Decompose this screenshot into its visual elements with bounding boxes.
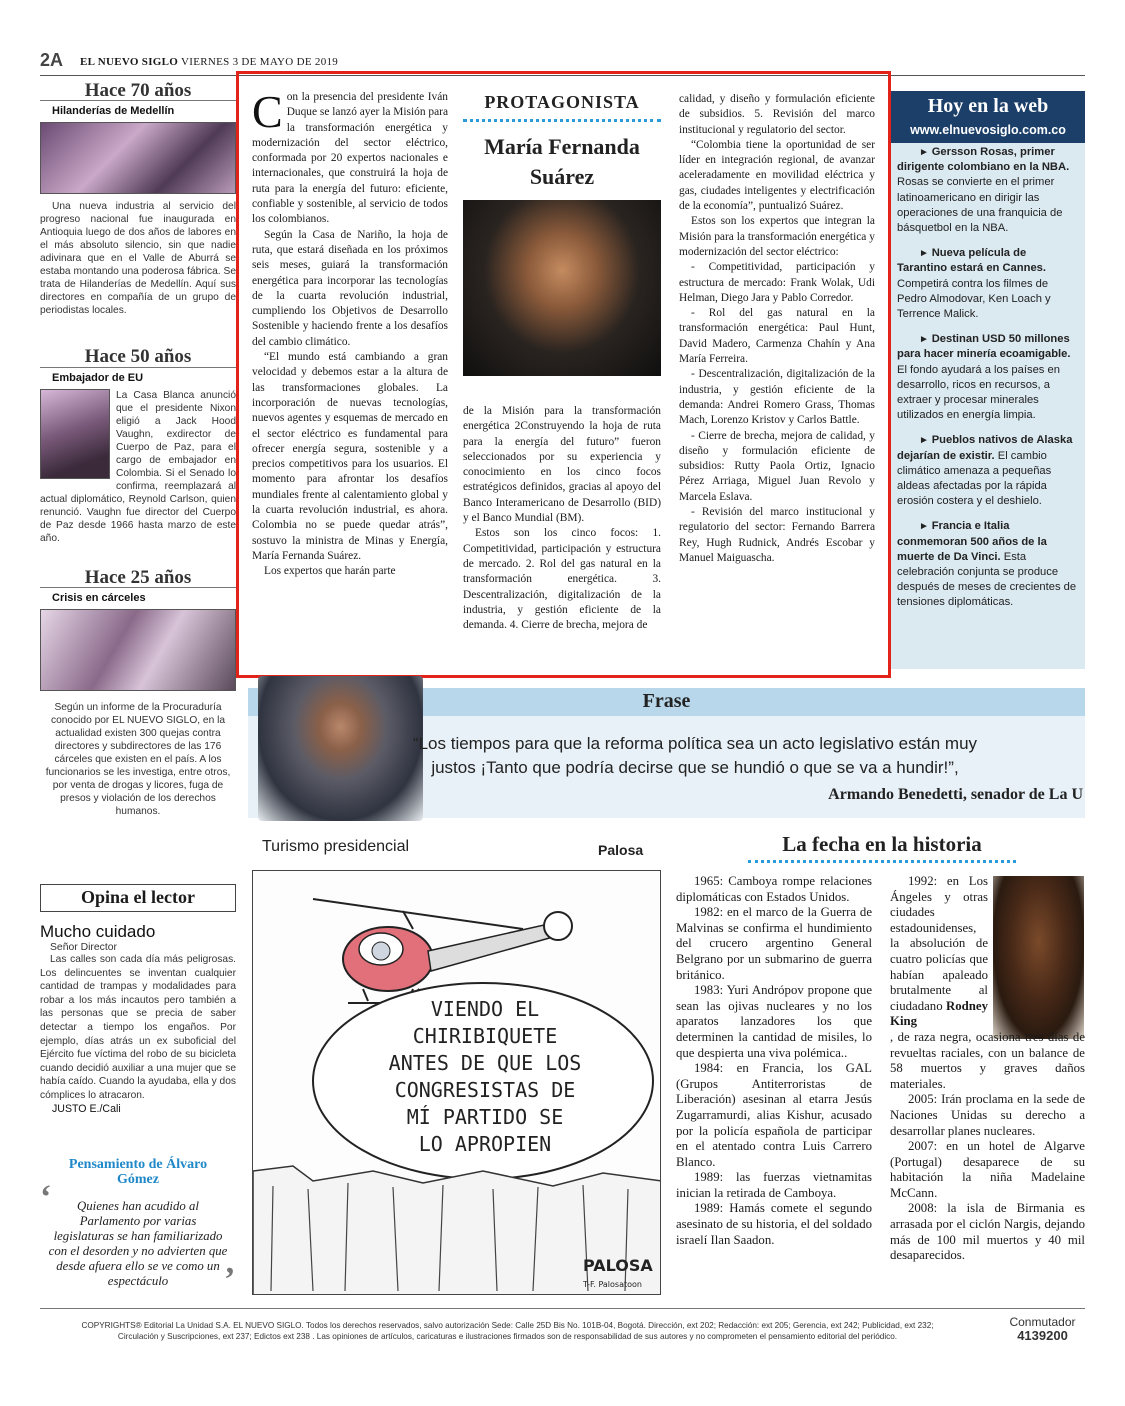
hace25-subtitle: Crisis en cárceles — [52, 592, 146, 605]
article-p2: Según la Casa de Nariño, la hoja de ruta, que estará diseñada en los próximos seis meses, guiará la transformación energética para incorporar las tecnologías de la cuarta revolución industrial, cumpliendo los Objetivos de Desarrollo Sostenible y haciendo frente a los desafíos del cambio climático. — [252, 228, 448, 348]
triangle-right-icon: ► — [919, 521, 932, 533]
hace50-text: La Casa Blanca anunció que el presidente Nixon eligió a Jack Hood Vaughn, exdirector de Cuerpo de Paz, para el cargo de embajador en Colombia. Si el Senado lo confirma, reemplazará al actual diplomático, Reynold Carlson, quien renunció. Vaughn fue director del Cuerpo de Paz desde 1966 hasta marzo de este año. — [40, 389, 236, 544]
pensamiento-title: Pensamiento de Álvaro Gómez — [68, 1157, 208, 1187]
senator-photo — [258, 676, 423, 821]
fecha-1992-cont: , de raza negra, ocasiona tres días de revueltas raciales, con un balance de 58 muertos y graves daños materiales. — [890, 1029, 1085, 1091]
hace70-text: Una nueva industria al servicio del progreso nacional fue inaugurada en Antioquia luego de dos años de labores en el más absoluto silencio, sin que nadie adivinara que en el Valle de Aburrá se estaba montando una poderosa fábrica. Se trata de Hilanderías de Medellín. Aquí sus directores en compañía de un grupo de periodistas locales. — [40, 201, 236, 317]
frase-author: Armando Benedetti, senador de La U — [828, 786, 1083, 803]
web-item[interactable] — [891, 519, 1085, 610]
balloon-line: VIENDO EL — [430, 997, 540, 1021]
balloon-line: ANTES DE QUE LOS — [388, 1051, 582, 1075]
article-col3-p2: “Colombia tiene la oportunidad de ser líder en integración regional, de avanzar aceleradamente en movilidad eléctrica y gas, ciudades inteligentes y electrificación de la economía”, puntualizó Suárez. — [679, 138, 875, 213]
web-item-text: Competirá contra los filmes de Pedro Almodovar, Ken Loach y Terrence Malick. — [897, 277, 1051, 321]
article-col3-p1: calidad, y diseño y formulación eficiente de subsidios. 5. Revisión del marco institucional y regulatorio del sector. — [679, 93, 875, 136]
footer-rule — [40, 1308, 1085, 1309]
pensamiento-section — [40, 1157, 236, 1298]
web-item[interactable] — [891, 332, 1085, 423]
fecha-left-col — [676, 874, 872, 1248]
frase-title: Frase — [248, 688, 1085, 716]
article-dropcap: C — [252, 86, 283, 137]
opina-signature: JUSTO E./Cali — [52, 1102, 121, 1115]
balloon-line: CHIRIBIQUETE — [412, 1024, 558, 1048]
footer-copyright — [40, 1320, 975, 1342]
web-item-headline: Pueblos nativos de Alaska dejarían de existir. — [897, 434, 1073, 462]
hace70-subtitle: Hilanderías de Medellín — [52, 105, 175, 118]
web-url[interactable]: www.elnuevosiglo.com.co — [891, 121, 1085, 143]
web-item-headline: Gersson Rosas, primer dirigente colombiano en la NBA. — [897, 146, 1070, 174]
web-item-text: Rosas se convierte en el primer latinoamericano en dirigir las operaciones de una franquicia de básquetbol en la NBA. — [897, 176, 1063, 235]
protagonista-label: PROTAGONISTA — [484, 92, 640, 112]
web-item[interactable] — [891, 145, 1085, 236]
open-quote-icon: ‘ — [40, 1179, 52, 1216]
hoy-en-la-web — [891, 91, 1085, 669]
article-col2 — [463, 404, 661, 633]
web-item-text: Esta celebración conjunta se produce después de meses de crecientes de tensiones diplomáticas. — [897, 550, 1077, 609]
rodney-name: Rodney King — [890, 998, 988, 1029]
web-item-headline: Francia e Italia conmemoran 500 años de la muerte de Da Vinci. — [897, 520, 1047, 563]
fecha-right-col — [890, 874, 1085, 1264]
fecha-1992-text: 1992: en Los Ángeles y otras ciudades estadounidenses, la absolución de cuatro policías que habían apaleado brutalmente al ciudadano — [890, 874, 988, 1013]
cartoon-signature: PALOSA — [583, 1256, 653, 1275]
triangle-right-icon: ► — [919, 248, 932, 260]
article-col3 — [679, 92, 875, 566]
cartoon-credit: T-F. Palosatoon — [583, 1280, 642, 1289]
web-item-headline: Destinan USD 50 millones para hacer minería ecoamigable. — [897, 333, 1071, 361]
pensamiento-quote: Quienes han acudido al Parlamento por varias legislaturas se han familiarizado con el desorden y no advierten que desde afuera ello se ve como un espectáculo — [48, 1199, 228, 1288]
protagonista-box — [463, 92, 661, 376]
vaughn-photo — [40, 389, 110, 479]
hace70-photo — [40, 122, 236, 194]
hace25-photo — [40, 609, 236, 691]
fecha-entry: 1982: en el marco de la Guerra de Malvinas se confirma el hundimiento del crucero argentino General Belgrano por un submarino de guerra británico. — [676, 905, 872, 982]
close-quote-icon: ’ — [224, 1261, 236, 1298]
balloon-line: LO APROPIEN — [418, 1132, 552, 1156]
fecha-right-rest — [890, 1092, 1085, 1264]
article-col3-p5: - Rol del gas natural en la transformación energética: Paul Hunt, David Madero, Carmenza Chahín y Ana María Ferreira. — [679, 307, 875, 366]
article-col1 — [252, 86, 448, 580]
balloon-line: CONGRESISTAS DE — [394, 1078, 576, 1102]
fecha-entry: 1984: en Francia, los GAL (Grupos Antiterroristas de Liberación) asesinan al etarra Jesús Zugarramurdi, alias Kishur, acusado por la policía española de participar en el atentado contra Luis Carrero Blanco. — [676, 1061, 872, 1169]
conmutador — [1000, 1315, 1085, 1343]
opina-salutation: Señor Director — [50, 942, 117, 953]
fecha-entry: 1989: Hamás comete el segundo asesinato de su historia, el del soldado israelí Ilan Saadon. — [676, 1201, 872, 1247]
fecha-entry: 1965: Camboya rompe relaciones diplomáticas con Estados Unidos. — [676, 874, 872, 904]
hace50-title: Hace 50 años — [40, 350, 236, 367]
protagonista-divider — [463, 119, 661, 122]
article-p3: “El mundo está cambiando a gran velocidad y debemos estar a la altura de las transformaciones globales. La incorporación de nuevas tecnologías, nuevos agentes y esquemas de mercado en el sector eléctrico es fundamental para ofrecer energía segura, sostenible y a precios competitivos para los usuarios. El momento para afrontar los desafíos mundiales frente al calentamiento global y la cuarta revolución industrial, es ahora. Colombia no se puede quedar atrás”, sostuvo la ministra de Minas y Energía, María Fernanda Suárez. — [252, 351, 448, 562]
protagonista-photo — [463, 200, 661, 376]
fecha-entry: 1983: Yuri Andrópov propone que sean las ojivas nucleares y no los aparatos lanzadores los que determinen la cantidad de misiles, lo que despierta una viva polémica.. — [676, 983, 872, 1060]
issue-date: VIERNES 3 DE MAYO DE 2019 — [180, 56, 339, 68]
cartoon-drawing — [253, 871, 661, 1295]
frase-quote: “Los tiempos para que la reforma política sea un acto legislativo están muy justos ¡Tanto que podría decirse que se hundió o que se va a hundir!”, — [412, 734, 978, 777]
hace50-subtitle: Embajador de EU — [52, 371, 144, 384]
web-item[interactable] — [891, 433, 1085, 509]
triangle-right-icon: ► — [919, 334, 932, 346]
hace25-title: Hace 25 años — [40, 571, 236, 588]
article-col3-p7: - Cierre de brecha, mejora de calidad, y diseño y formulación eficiente de subsidios: Rutty Paola Ortiz, Ignacio Pérez Arriaga, Miguel Juan Revolo y Marcela Eslava. — [679, 429, 875, 503]
article-col2-p1: de la Misión para la transformación energética 2Construyendo la hoja de ruta para la energía del futuro” fueron seleccionados por su experiencia y conocimiento en los cinco focos estratégicos definidos, gracias al apoyo del Banco Interamericano de Desarrollo (BID) y el Banco Mundial (BM). — [463, 405, 661, 525]
conmutador-label: Conmutador — [1009, 1315, 1076, 1329]
cartoon-title: Turismo presidencial — [262, 838, 410, 855]
cartoon-author: Palosa — [598, 842, 644, 858]
page-number: 2A — [40, 50, 64, 70]
fecha-entry: 1989: las fuerzas vietnamitas inician la retirada de Camboya. — [676, 1170, 872, 1200]
triangle-right-icon: ► — [919, 435, 932, 447]
opina-text: Las calles son cada día más peligrosas. Los delincuentes se inventan cualquier cantidad de trampas y modalidades para robar a los más incautos pero también a las personas que se precia de saber detectar a tiempo los engaños. Por ejemplo, días atrás un ex suboficial del Ejército fue víctima del robo de su bicicleta cuando decidió auxiliar a una mujer que se había caído. Cuando la ayudaba, ella y dos cómplices lo atracaron. — [40, 954, 236, 1101]
opina-section — [40, 884, 236, 1115]
web-item-text: El fondo ayudará a los países en desarrollo, ricos en recursos, a extraer y procesar minerales utilizados en energía limpia. — [897, 363, 1060, 422]
left-column — [40, 80, 236, 819]
opina-headline: Mucho cuidado — [40, 922, 156, 941]
web-item-headline: Nueva película de Tarantino estará en Cannes. — [897, 247, 1047, 275]
article-col3-p4: - Competitividad, participación y estructura de mercado: Frank Wolak, Udi Helman, Diego Jara y Pablo Corredor. — [679, 261, 875, 304]
footer-line2: Circulación y Suscripciones, ext 237; Edictos ext 238 . Las opiniones de artículos, caricaturas e ilustraciones firmados son de responsabilidad de sus autores y no comprometen el pensamiento editorial del periódico. — [117, 1332, 898, 1341]
protagonista-name-2: Suárez — [529, 164, 595, 189]
web-item-text: El cambio climático amenaza a pequeñas aldeas afectadas por la rápida erosión costera y el deshielo. — [897, 449, 1052, 508]
paper-name: EL NUEVO SIGLO — [80, 56, 179, 68]
protagonista-name-1: María Fernanda — [484, 134, 640, 159]
hace70-title: Hace 70 años — [40, 84, 236, 101]
fecha-1992 — [890, 874, 988, 1030]
masthead-date — [80, 56, 338, 68]
balloon-line: MÍ PARTIDO SE — [406, 1105, 564, 1129]
web-list — [891, 145, 1085, 611]
fecha-title: La fecha en la historia — [748, 832, 1016, 863]
triangle-right-icon: ► — [919, 147, 932, 158]
article-p4: Los expertos que harán parte — [264, 565, 396, 578]
web-title: Hoy en la web — [891, 91, 1085, 121]
cartoon-image — [252, 870, 661, 1295]
article-col3-p6: - Descentralización, digitalización de la industria, y gestión eficiente de la demanda: Andrei Romero Grass, Thomas Mach, Lorenzo Kristov y Carlos Battle. — [679, 368, 875, 427]
footer-line1: COPYRIGHTS® Editorial La Unidad S.A. EL NUEVO SIGLO. Todos los derechos reservados, salvo autorización Sede: Calle 25D Bis No. 101B-04, Bogotá. Dirección, ext 202; Redacción: ext 205; Gerencia, ext 242; Publicidad, ext 232; — [81, 1321, 934, 1330]
conmutador-number: 4139200 — [1017, 1328, 1068, 1343]
fecha-entry: 2005: Irán proclama en la sede de Naciones Unidas su derecho a desarrollar planes nucleares. — [890, 1092, 1085, 1138]
article-col3-p8: - Revisión del marco institucional y regulatorio del sector: Fernando Barrera Rey, Hugh Rudnick, Andrés Escobar y Manuel Maiguascha. — [679, 506, 875, 564]
article-col2-p2: Estos son los cinco focos: 1. Competitividad, participación y estructura de mercado. 2. Rol del gas natural en la transformación energética. 3. Descentralización, digitalización de la industria, y gestión eficiente de la demanda. 4. Cierre de brecha, mejora de — [463, 527, 661, 632]
opina-title: Opina el lector — [40, 884, 236, 912]
fecha-entry: 2007: en un hotel de Algarve (Portugal) desaparece de su habitación la niña Madelaine McCann. — [890, 1139, 1085, 1200]
hace25-text: Según un informe de la Procuraduría conocido por EL NUEVO SIGLO, en la actualidad existen 300 quejas contra directores y subdirectores de las 176 cárceles que existen en el país. A los funcionarios se les investiga, entre otros, por venta de drogas y licores, fuga de presos y violación de los derechos humanos. — [45, 702, 231, 818]
fecha-entry: 2008: la isla de Birmania es arrasada por el ciclón Nargis, dejando más de 100 mil muertos y 40 mil desaparecidos. — [890, 1201, 1085, 1263]
web-item[interactable] — [891, 246, 1085, 322]
article-col3-p3: Estos son los expertos que integran la Misión para la transformación energética y modernización del sector eléctrico: — [679, 215, 875, 258]
article-lead: on la presencia del presidente Iván Duque se lanzó ayer la Misión para la transformación energética y modernización del sector eléctrico, conformada por 20 expertos nacionales e internacionales, que construirá la hoja de ruta para la energía del futuro: eficiente, confiable y sostenible, al servicio de todos los colombianos. — [252, 91, 448, 226]
